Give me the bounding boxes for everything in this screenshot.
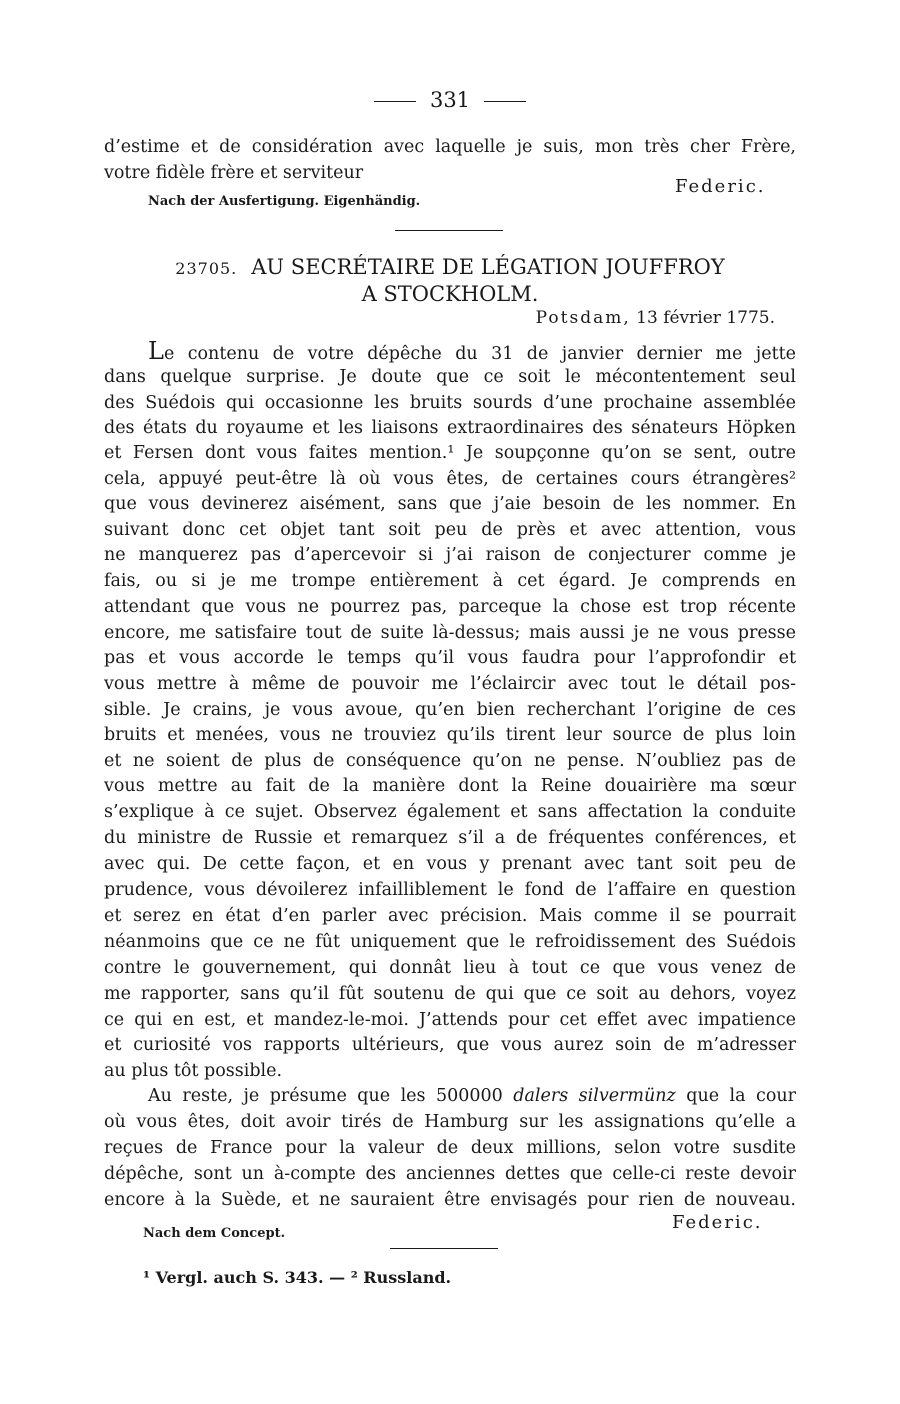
body-line-27: ce qui en est, et mandez-le-moi. J’attends pour cet effet avec impatience <box>104 1010 796 1030</box>
body-line-21: avec qui. De cette façon, et en vous y prenant avec tant soit peu de <box>104 854 796 874</box>
footnote-divider <box>390 1248 498 1249</box>
body-line-11: attendant que vous ne pourrez pas, parceque la chose est trop récente <box>104 597 796 617</box>
body-line-5: et Fersen dont vous faites mention.¹ Je soupçonne qu’on se sent, outre <box>104 443 796 463</box>
body-line-9: ne manquerez pas d’apercevoir si j’ai raison de conjecturer comme je <box>104 545 796 565</box>
body-line-20: du ministre de Russie et remarquez s’il a de fréquentes conférences, et <box>104 828 796 848</box>
p2-line-1-a: Au reste, je présume que les 500000 <box>148 1086 503 1106</box>
body-line-3: des Suédois qui occasionne les bruits sourds d’une prochaine assemblée <box>104 393 796 413</box>
body-line-25: contre le gouvernement, qui donnât lieu à tout ce que vous venez de <box>104 958 796 978</box>
body-line-4: des états du royaume et les liaisons extraordinaires des sénateurs Höpken <box>104 418 796 438</box>
p2-line-1-b: que la cour <box>686 1086 796 1106</box>
p2-line-1 <box>148 1083 796 1109</box>
body-line-26: me rapporter, sans qu’il fût soutenu de qui que ce soit au dehors, voyez <box>104 984 796 1004</box>
body-line-12: encore, me satisfaire tout de suite là-dessus; mais aussi je ne vous presse <box>104 623 796 643</box>
letter-title-line-2: A STOCKHOLM. <box>361 282 539 306</box>
header-dash-left <box>374 101 416 102</box>
header-dash-right <box>484 101 526 102</box>
section-divider <box>395 230 503 231</box>
body-line-7: que vous devinerez aisément, sans que j’aie besoin de les nommer. En <box>104 494 796 514</box>
letter-title-text-1: AU SECRÉTAIRE DE LÉGATION JOUFFROY <box>251 255 725 279</box>
body-line-10: fais, ou si je me trompe entièrement à cet égard. Je comprends en <box>104 571 796 591</box>
body-line-2: dans quelque surprise. Je doute que ce soit le mécontentement seul <box>104 367 796 387</box>
dateline-date: 13 février 1775. <box>636 308 775 328</box>
body-line-17: et ne soient de plus de conséquence qu’on ne pense. N’oubliez pas de <box>104 751 796 771</box>
body-line-29: au plus tôt possible. <box>104 1061 283 1081</box>
prev-letter-line-2: votre fidèle frère et serviteur <box>104 163 364 183</box>
dateline <box>470 308 775 328</box>
body-line-13: pas et vous accorde le temps qu’il vous faudra pour l’approfondir et <box>104 648 796 668</box>
letter-signature: Federic. <box>672 1212 763 1233</box>
body-line-18: vous mettre au fait de la manière dont la Reine douairière ma sœur <box>104 776 796 796</box>
prev-letter-source-note: Nach der Ausfertigung. Eigenhändig. <box>148 194 421 209</box>
body-line-22: prudence, vous dévoilerez infailliblement le fond de l’affaire en question <box>104 880 796 900</box>
p2-line-1-italic: dalers silvermünz <box>513 1086 676 1106</box>
letter-number: 23705. <box>175 259 238 278</box>
page-number: 331 <box>429 88 471 112</box>
p2-line-2: où vous êtes, doit avoir tirés de Hamburg sur les assignations qu’elle a <box>104 1112 796 1132</box>
p2-line-3: reçues de France pour la valeur de deux millions, selon votre susdite <box>104 1138 796 1158</box>
body-line-6: cela, appuyé peut-être là où vous êtes, de certaines cours étrangères² <box>104 469 796 489</box>
prev-letter-signature: Federic. <box>675 176 766 197</box>
p2-line-4: dépêche, sont un à-compte des anciennes dettes que celle-ci reste devoir <box>104 1164 796 1184</box>
footnotes: ¹ Vergl. auch S. 343. — ² Russland. <box>143 1268 452 1287</box>
letter-title-line-1 <box>0 255 900 279</box>
letter-source-note: Nach dem Concept. <box>143 1226 286 1241</box>
body-line-15: sible. Je crains, je vous avoue, qu’en bien recherchant l’origine de ces <box>104 700 796 720</box>
p2-line-5: encore à la Suède, et ne sauraient être envisagés pour rien de nouveau. <box>104 1190 796 1210</box>
body-line-24: néanmoins que ce ne fût uniquement que le refroidissement des Suédois <box>104 932 796 952</box>
body-line-16: bruits et menées, vous ne trouviez qu’ils tirent leur source de plus loin <box>104 725 796 745</box>
drop-cap: L <box>148 337 164 365</box>
prev-letter-line-1: d’estime et de considération avec laquelle je suis, mon très cher Frère, <box>104 137 796 157</box>
body-line-19: s’explique à ce sujet. Observez également et sans affectation la conduite <box>104 802 796 822</box>
dateline-place: Potsdam, <box>535 308 631 328</box>
page-header <box>0 88 900 112</box>
body-line-1-text: e contenu de votre dépêche du 31 de janvier dernier me jette <box>163 344 796 364</box>
body-line-28: et curiosité vos rapports ultérieurs, que vous aurez soin de m’adresser <box>104 1035 796 1055</box>
body-line-1 <box>148 338 796 367</box>
body-line-14: vous mettre à même de pouvoir me l’éclaircir avec tout le détail pos- <box>104 674 796 694</box>
body-line-23: et serez en état d’en parler avec précision. Mais comme il se pourrait <box>104 906 796 926</box>
body-line-8: suivant donc cet objet tant soit peu de près et avec attention, vous <box>104 520 796 540</box>
